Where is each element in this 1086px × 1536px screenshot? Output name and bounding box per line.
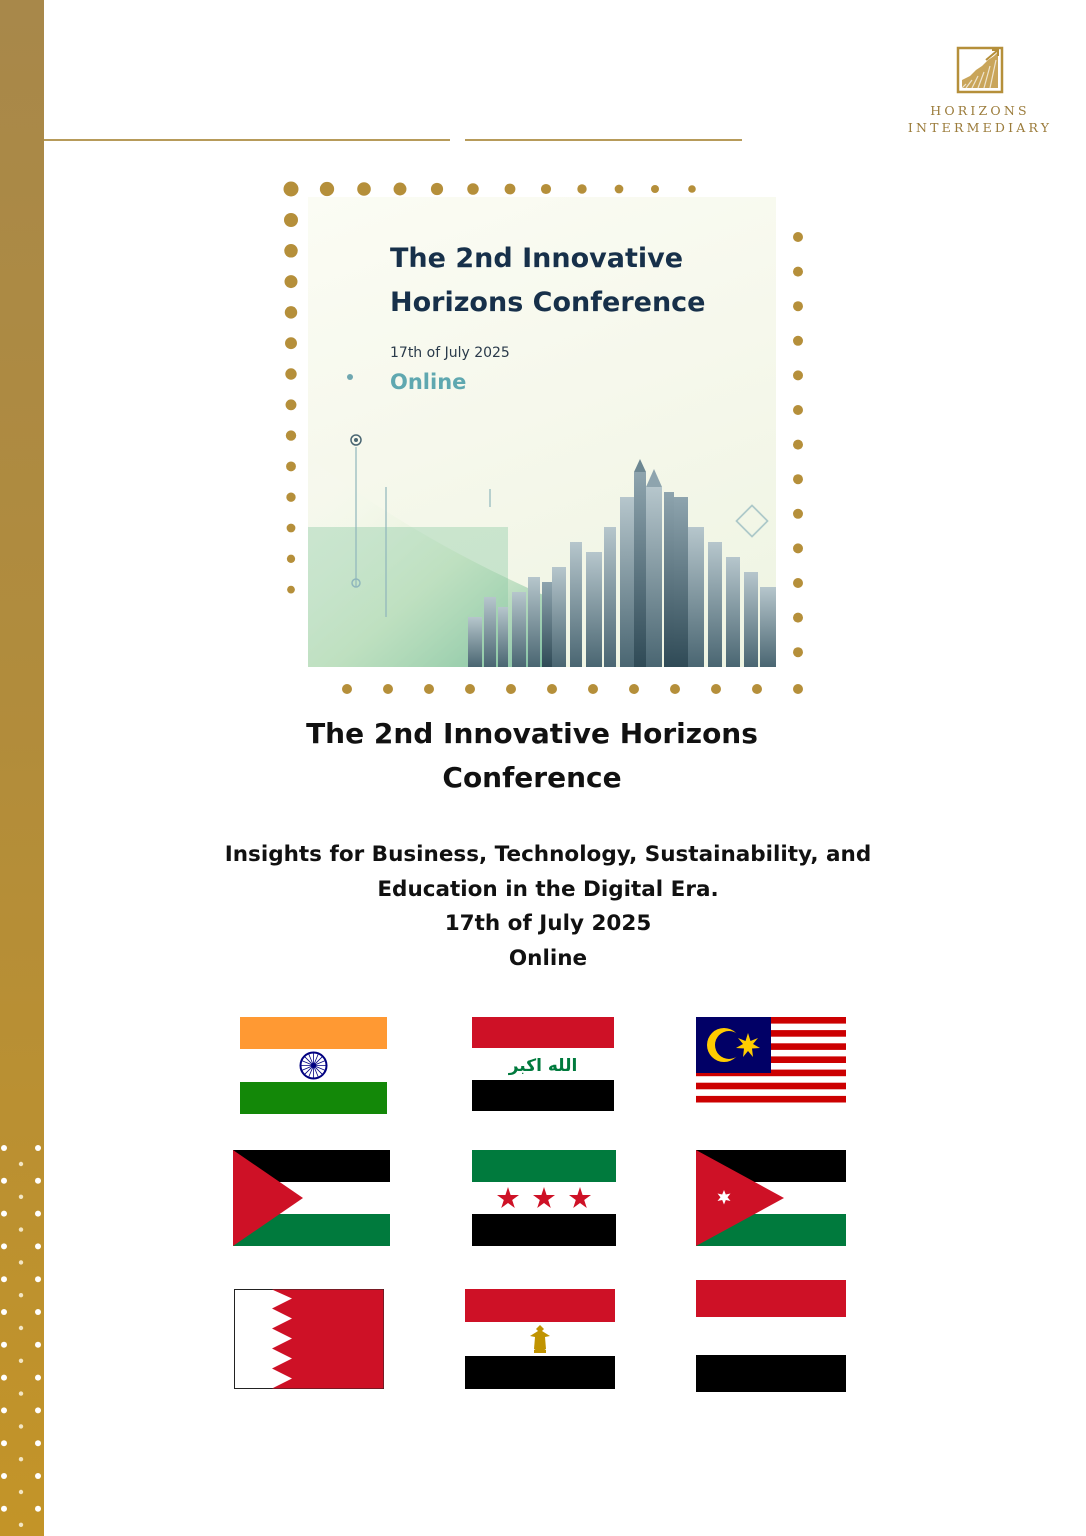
sidebar-dot — [1, 1407, 7, 1413]
frame-dot — [793, 509, 803, 519]
frame-dot — [793, 370, 803, 380]
frame-dot — [285, 275, 298, 288]
frame-dot — [793, 578, 803, 588]
frame-dot — [505, 184, 516, 195]
sidebar-dot — [35, 1309, 41, 1315]
sidebar-dot — [35, 1211, 41, 1217]
sidebar-dot — [35, 1342, 41, 1348]
sidebar-dot — [19, 1227, 23, 1231]
frame-dot — [431, 183, 443, 195]
sidebar-dot — [19, 1457, 23, 1461]
poster-date: 17th of July 2025 — [390, 345, 510, 361]
frame-dot — [541, 184, 551, 194]
sidebar-dot — [1, 1309, 7, 1315]
frame-dot — [752, 684, 762, 694]
sidebar-dot — [1, 1145, 7, 1151]
frame-dot — [287, 524, 296, 533]
poster-title: The 2nd Innovative Horizons Conference — [390, 243, 706, 318]
sidebar-dot — [35, 1243, 41, 1249]
sidebar-dot — [19, 1293, 23, 1297]
poster-online-label: Online — [390, 370, 467, 394]
frame-dot — [383, 684, 393, 694]
frame-dot — [285, 368, 296, 379]
frame-dot — [287, 555, 295, 563]
sidebar-dot — [35, 1276, 41, 1282]
frame-dot — [615, 185, 624, 194]
frame-dot — [286, 493, 295, 502]
frame-dot — [793, 474, 803, 484]
subtitle-line-1: Insights for Business, Technology, Sustainability, and — [224, 842, 872, 867]
frame-dot — [547, 684, 557, 694]
logo-mark-icon — [956, 46, 1004, 94]
frame-dot — [284, 244, 297, 257]
frame-dot — [793, 232, 803, 242]
conference-date: 17th of July 2025 — [444, 911, 652, 936]
sidebar-dot — [35, 1506, 41, 1512]
frame-dot — [793, 405, 803, 415]
frame-dot — [467, 183, 479, 195]
frame-dot — [424, 684, 434, 694]
sidebar-dot — [35, 1407, 41, 1413]
brand-name-line1: HORIZONS — [930, 103, 1030, 118]
frame-dot — [577, 184, 586, 193]
sidebar-dot — [19, 1260, 23, 1264]
frame-dot — [793, 684, 803, 694]
frame-dot — [793, 301, 803, 311]
frame-dot — [285, 337, 297, 349]
sidebar-dot — [1, 1440, 7, 1446]
frame-dot — [711, 684, 721, 694]
header-rule-left — [44, 139, 450, 141]
sidebar-dot — [1, 1178, 7, 1184]
frame-dot — [357, 182, 371, 196]
sidebar-dot — [35, 1145, 41, 1151]
brand-logo — [900, 46, 1060, 136]
frame-dot — [342, 684, 352, 694]
frame-dot — [394, 183, 407, 196]
sidebar-dot — [19, 1195, 23, 1199]
conference-poster — [308, 197, 776, 667]
sidebar-dot — [1, 1342, 7, 1348]
sidebar-dot-pattern — [0, 1140, 44, 1536]
sidebar-dot — [19, 1359, 23, 1363]
jordan-flag-icon — [696, 1150, 846, 1246]
frame-dot — [651, 185, 659, 193]
sidebar-dot — [1, 1473, 7, 1479]
frame-dot — [286, 399, 297, 410]
yemen-flag-icon — [696, 1280, 846, 1392]
svg-text:الله اكبر: الله اكبر — [508, 1056, 578, 1076]
sidebar-dot — [1, 1375, 7, 1381]
brand-name-line2: INTERMEDIARY — [907, 120, 1053, 135]
palestine-flag-icon — [233, 1150, 390, 1246]
frame-dot — [793, 336, 803, 346]
conference-details — [190, 838, 906, 976]
frame-dot — [670, 684, 680, 694]
frame-dot — [588, 684, 598, 694]
sidebar-dot — [35, 1375, 41, 1381]
header-rule-right — [465, 139, 742, 141]
frame-dot — [688, 185, 696, 193]
iraq-flag-icon — [472, 1017, 614, 1111]
sidebar-dot — [19, 1391, 23, 1395]
sidebar-dot — [35, 1178, 41, 1184]
sidebar-dot — [19, 1523, 23, 1527]
frame-dot — [506, 684, 516, 694]
frame-dot — [284, 213, 298, 227]
bahrain-flag-icon — [234, 1289, 384, 1389]
sidebar-dot — [19, 1490, 23, 1494]
frame-dot — [286, 430, 296, 440]
frame-dot — [793, 267, 803, 277]
frame-dot — [286, 461, 296, 471]
sidebar-dot — [1, 1506, 7, 1512]
frame-dot — [284, 182, 299, 197]
syria-flag-icon — [472, 1150, 616, 1246]
frame-dot — [629, 684, 639, 694]
frame-dot — [793, 543, 803, 553]
sidebar-dot — [35, 1440, 41, 1446]
sidebar-dot — [1, 1276, 7, 1282]
sidebar-dot — [1, 1211, 7, 1217]
malaysia-flag-icon — [696, 1017, 846, 1109]
frame-dot — [465, 684, 475, 694]
egypt-flag-icon — [465, 1289, 615, 1389]
sidebar-dot — [19, 1424, 23, 1428]
frame-dot — [793, 647, 803, 657]
frame-dot — [287, 586, 295, 594]
frame-dot — [793, 440, 803, 450]
sidebar-dot — [35, 1473, 41, 1479]
frame-dot — [320, 182, 334, 196]
sidebar-dot — [19, 1162, 23, 1166]
sidebar-dot — [19, 1326, 23, 1330]
conference-title: The 2nd Innovative Horizons Conference — [306, 717, 758, 794]
frame-dot — [793, 613, 803, 623]
subtitle-line-2: Education in the Digital Era. — [377, 876, 719, 902]
india-flag-icon — [240, 1017, 387, 1114]
frame-dot — [285, 306, 297, 318]
conference-mode: Online — [508, 945, 588, 971]
sidebar-dot — [1, 1243, 7, 1249]
